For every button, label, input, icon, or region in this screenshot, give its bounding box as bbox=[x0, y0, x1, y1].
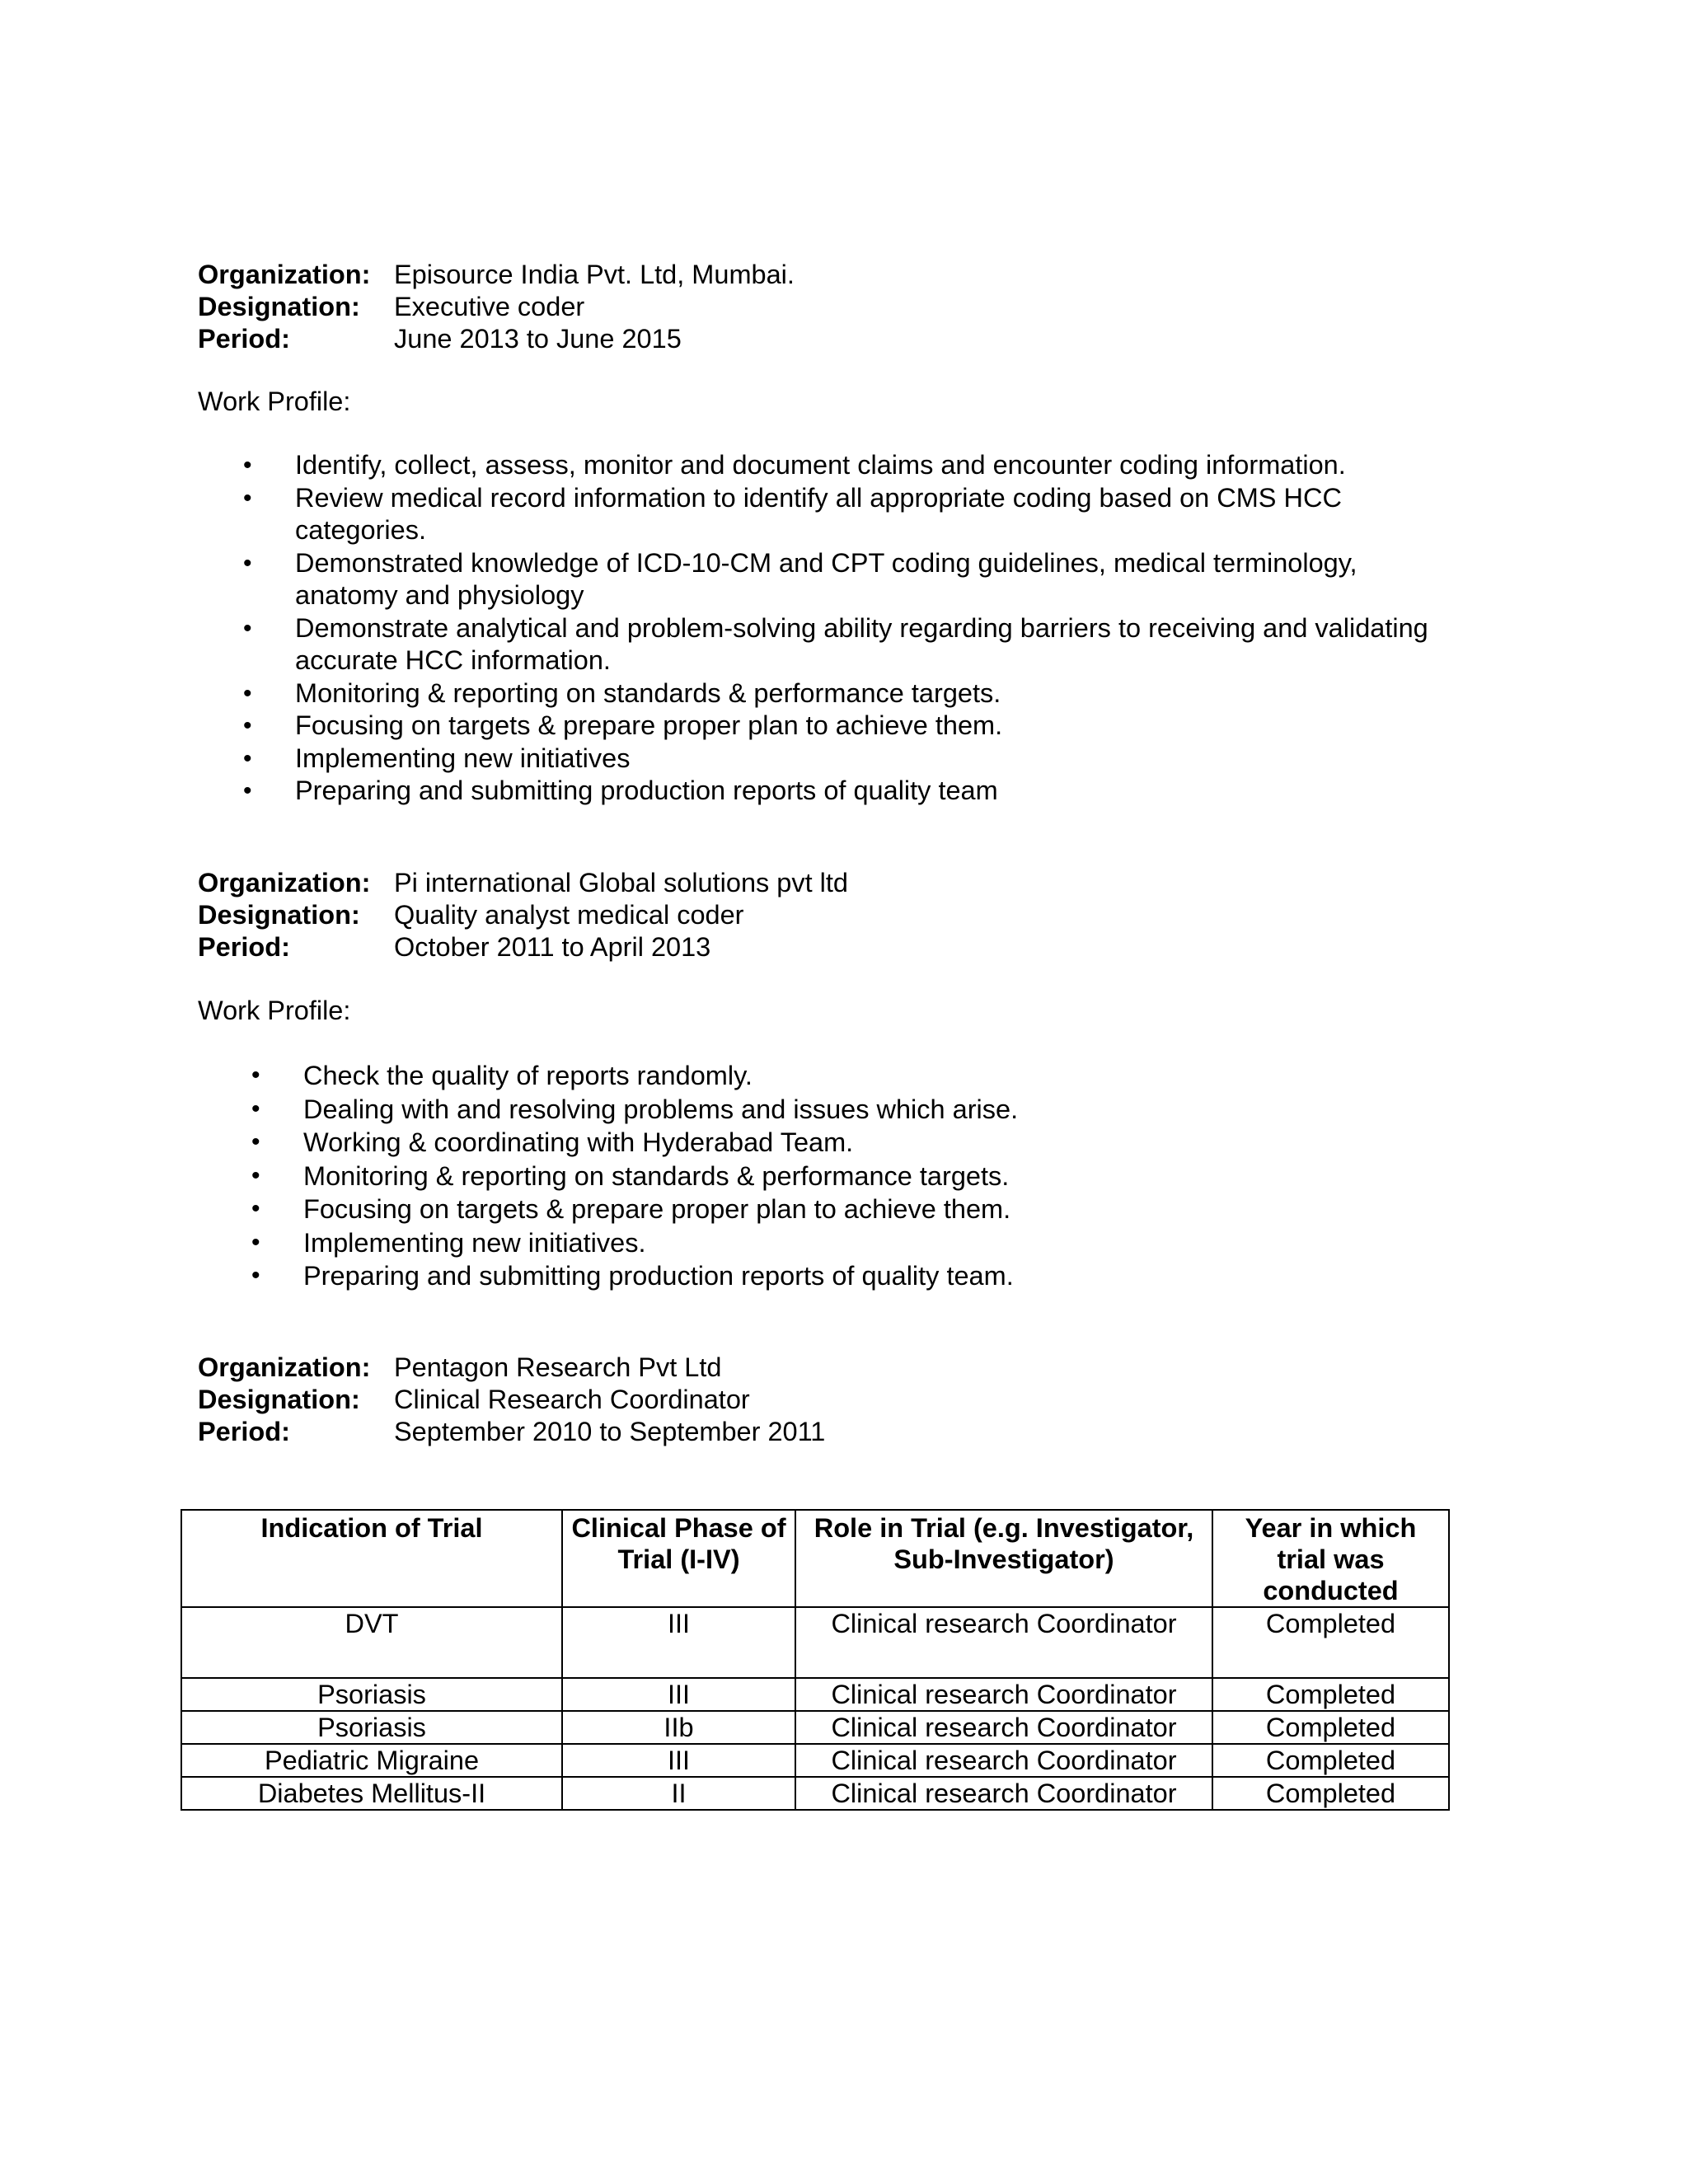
designation-label: Designation: bbox=[198, 292, 360, 321]
organization-row bbox=[198, 1352, 1517, 1384]
job-2-bullet-list bbox=[303, 1059, 1375, 1293]
list-item: • Implementing new initiatives bbox=[295, 743, 1449, 776]
list-item: • Working & coordinating with Hyderabad Team. bbox=[303, 1126, 1375, 1160]
table-row bbox=[181, 1777, 1449, 1810]
cell-year: Completed bbox=[1212, 1711, 1449, 1744]
cell-indication: Diabetes Mellitus-II bbox=[181, 1777, 562, 1810]
designation-row bbox=[198, 291, 1517, 323]
table-row bbox=[181, 1744, 1449, 1777]
job-2-header bbox=[198, 867, 1517, 963]
cell-role: Clinical research Coordinator bbox=[795, 1777, 1212, 1810]
list-item: • Demonstrate analytical and problem-solving ability regarding barriers to receiving and validating accurate HCC information. bbox=[295, 612, 1449, 677]
list-item: • Identify, collect, assess, monitor and document claims and encounter coding information. bbox=[295, 449, 1449, 482]
period-label: Period: bbox=[198, 1417, 290, 1446]
table-row bbox=[181, 1711, 1449, 1744]
list-item: • Implementing new initiatives. bbox=[303, 1226, 1375, 1260]
list-item: • Monitoring & reporting on standards & performance targets. bbox=[303, 1160, 1375, 1193]
cell-phase: II bbox=[562, 1777, 795, 1810]
cell-phase: III bbox=[562, 1607, 795, 1678]
designation-value: Executive coder bbox=[394, 292, 585, 321]
work-profile-heading: Work Profile: bbox=[198, 387, 351, 416]
designation-label: Designation: bbox=[198, 900, 360, 930]
table-header-row bbox=[181, 1510, 1449, 1607]
cell-phase: IIb bbox=[562, 1711, 795, 1744]
list-item: • Focusing on targets & prepare proper plan to achieve them. bbox=[295, 710, 1449, 743]
cell-year: Completed bbox=[1212, 1744, 1449, 1777]
table-row bbox=[181, 1607, 1449, 1678]
job-3-header bbox=[198, 1352, 1517, 1448]
list-item: • Monitoring & reporting on standards & performance targets. bbox=[295, 677, 1449, 710]
cell-indication: DVT bbox=[181, 1607, 562, 1678]
designation-row bbox=[198, 899, 1517, 931]
designation-label: Designation: bbox=[198, 1385, 360, 1414]
trials-table bbox=[181, 1509, 1450, 1811]
cell-indication: Psoriasis bbox=[181, 1711, 562, 1744]
work-profile-heading: Work Profile: bbox=[198, 996, 351, 1025]
list-item: • Focusing on targets & prepare proper plan to achieve them. bbox=[303, 1193, 1375, 1226]
cell-year: Completed bbox=[1212, 1777, 1449, 1810]
cell-phase: III bbox=[562, 1678, 795, 1711]
list-item: • Preparing and submitting production reports of quality team bbox=[295, 775, 1449, 808]
cell-role: Clinical research Coordinator bbox=[795, 1678, 1212, 1711]
header-year: Year in which trial was conducted bbox=[1212, 1510, 1449, 1607]
period-row bbox=[198, 1416, 1517, 1448]
list-item: • Review medical record information to identify all appropriate coding based on CMS HCC categories. bbox=[295, 482, 1449, 547]
list-item: • Preparing and submitting production reports of quality team. bbox=[303, 1259, 1375, 1293]
period-value: September 2010 to September 2011 bbox=[394, 1417, 826, 1446]
organization-value: Episource India Pvt. Ltd, Mumbai. bbox=[394, 260, 795, 289]
list-item: • Demonstrated knowledge of ICD-10-CM and CPT coding guidelines, medical terminology, anatomy and physiology bbox=[295, 547, 1449, 612]
list-item: • Dealing with and resolving problems and issues which arise. bbox=[303, 1093, 1375, 1127]
organization-label: Organization: bbox=[198, 1352, 371, 1382]
cell-role: Clinical research Coordinator bbox=[795, 1607, 1212, 1678]
organization-row bbox=[198, 867, 1517, 899]
period-label: Period: bbox=[198, 932, 290, 962]
designation-value: Quality analyst medical coder bbox=[394, 900, 744, 930]
cell-role: Clinical research Coordinator bbox=[795, 1744, 1212, 1777]
period-row bbox=[198, 323, 1517, 355]
cell-phase: III bbox=[562, 1744, 795, 1777]
cell-year: Completed bbox=[1212, 1678, 1449, 1711]
cell-indication: Pediatric Migraine bbox=[181, 1744, 562, 1777]
designation-value: Clinical Research Coordinator bbox=[394, 1385, 750, 1414]
period-row bbox=[198, 931, 1517, 963]
header-indication: Indication of Trial bbox=[181, 1510, 562, 1607]
period-value: June 2013 to June 2015 bbox=[394, 324, 682, 354]
cell-year: Completed bbox=[1212, 1607, 1449, 1678]
organization-label: Organization: bbox=[198, 260, 371, 289]
organization-value: Pentagon Research Pvt Ltd bbox=[394, 1352, 722, 1382]
header-clinical-phase: Clinical Phase of Trial (I-IV) bbox=[562, 1510, 795, 1607]
list-item: • Check the quality of reports randomly. bbox=[303, 1059, 1375, 1093]
organization-row bbox=[198, 259, 1517, 291]
job-1-header bbox=[198, 259, 1517, 355]
period-label: Period: bbox=[198, 324, 290, 354]
cell-indication: Psoriasis bbox=[181, 1678, 562, 1711]
header-role: Role in Trial (e.g. Investigator, Sub-Investigator) bbox=[795, 1510, 1212, 1607]
job-1-bullet-list bbox=[295, 449, 1449, 808]
designation-row bbox=[198, 1384, 1517, 1416]
period-value: October 2011 to April 2013 bbox=[394, 932, 711, 962]
organization-label: Organization: bbox=[198, 868, 371, 898]
organization-value: Pi international Global solutions pvt ltd bbox=[394, 868, 849, 898]
table-row bbox=[181, 1678, 1449, 1711]
cell-role: Clinical research Coordinator bbox=[795, 1711, 1212, 1744]
